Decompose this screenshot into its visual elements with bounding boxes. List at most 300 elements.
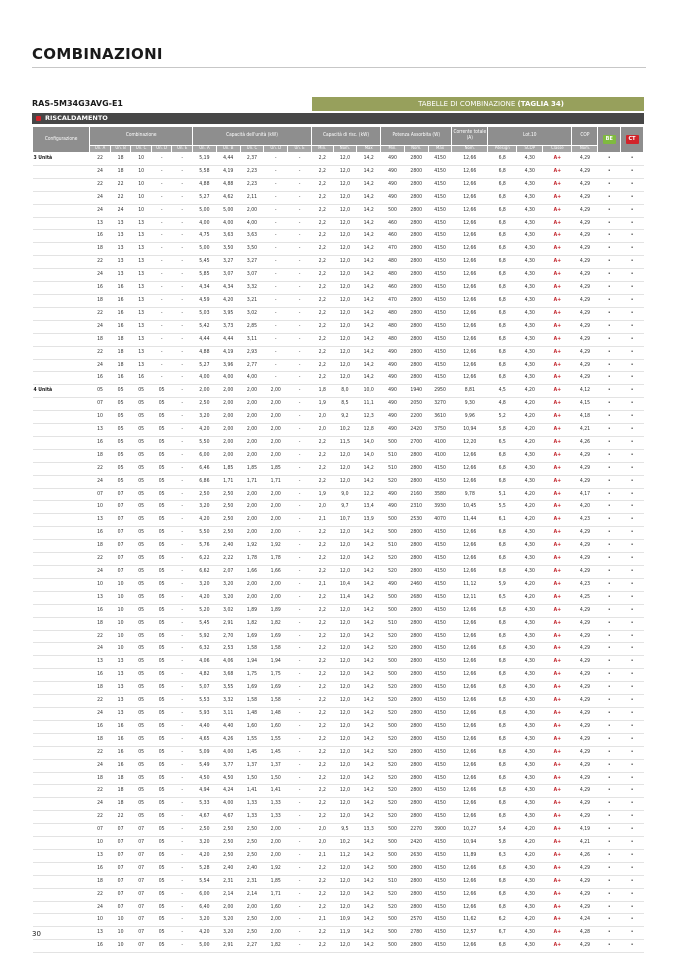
table-cell: 4,20 xyxy=(517,837,543,850)
table-cell: - xyxy=(172,307,193,320)
table-cell: 3,20 xyxy=(216,927,240,940)
table-cell: 2,00 xyxy=(264,914,288,927)
compatibility-dot-cell: • xyxy=(621,527,644,540)
row-configuration xyxy=(33,707,90,720)
table-cell: 05 xyxy=(151,462,172,475)
table-cell: 4,20 xyxy=(517,385,543,398)
compatibility-dot-cell: • xyxy=(621,849,644,862)
table-cell: 12,66 xyxy=(452,888,488,901)
table-cell: - xyxy=(172,462,193,475)
table-cell: 4150 xyxy=(428,798,452,811)
table-cell: 500 xyxy=(381,914,405,927)
table-cell: 2,2 xyxy=(311,656,333,669)
table-cell: 12,0 xyxy=(333,682,357,695)
table-cell: - xyxy=(288,656,312,669)
row-configuration xyxy=(33,772,90,785)
table-cell: - xyxy=(288,449,312,462)
compatibility-dot-cell: • xyxy=(621,553,644,566)
table-cell: 4,30 xyxy=(517,372,543,385)
table-cell: 520 xyxy=(381,475,405,488)
table-cell: 05 xyxy=(151,424,172,437)
table-cell: 07 xyxy=(110,566,131,579)
compatibility-dot-cell: • xyxy=(621,695,644,708)
table-cell: 12,0 xyxy=(333,617,357,630)
banner-text: TABELLE DI COMBINAZIONE xyxy=(418,100,518,108)
table-cell: 5,19 xyxy=(193,153,217,166)
table-cell: 05 xyxy=(151,888,172,901)
table-cell: 14,2 xyxy=(357,165,381,178)
compatibility-dot-cell: • xyxy=(621,940,644,953)
compatibility-dot-cell: • xyxy=(598,733,621,746)
table-cell: 14,2 xyxy=(357,901,381,914)
table-cell: 05 xyxy=(110,475,131,488)
compatibility-dot-cell: • xyxy=(598,682,621,695)
table-cell: 6,8 xyxy=(488,256,517,269)
table-cell: 2,00 xyxy=(193,385,217,398)
table-cell: 11,5 xyxy=(333,436,357,449)
table-cell: 2,2 xyxy=(311,682,333,695)
table-cell: 2,23 xyxy=(240,165,264,178)
table-row xyxy=(33,424,644,437)
table-cell: 07 xyxy=(131,901,152,914)
table-cell: 12,0 xyxy=(333,811,357,824)
compatibility-dot-cell: • xyxy=(621,243,644,256)
table-cell: - xyxy=(264,333,288,346)
table-cell: 5,9 xyxy=(488,578,517,591)
compatibility-dot-cell: • xyxy=(598,566,621,579)
table-cell: 2700 xyxy=(404,436,428,449)
row-configuration xyxy=(33,346,90,359)
table-cell: 14,2 xyxy=(357,811,381,824)
table-cell: 3750 xyxy=(428,424,452,437)
table-cell: 05 xyxy=(131,411,152,424)
table-cell: - xyxy=(264,320,288,333)
table-cell: 4150 xyxy=(428,707,452,720)
table-cell: 1,60 xyxy=(240,720,264,733)
table-cell: 12,66 xyxy=(452,901,488,914)
table-cell: 2,2 xyxy=(311,320,333,333)
table-cell: 490 xyxy=(381,424,405,437)
table-cell: - xyxy=(172,411,193,424)
table-cell: 14,2 xyxy=(357,553,381,566)
table-cell: 05 xyxy=(151,591,172,604)
table-cell: 4150 xyxy=(428,901,452,914)
compatibility-dot-cell: • xyxy=(621,888,644,901)
row-configuration xyxy=(33,643,90,656)
table-cell: 520 xyxy=(381,901,405,914)
table-cell: 5,27 xyxy=(193,359,217,372)
table-cell: 4,29 xyxy=(572,566,598,579)
table-cell: 05 xyxy=(110,385,131,398)
table-cell: 4,26 xyxy=(216,733,240,746)
compatibility-dot-cell: • xyxy=(621,178,644,191)
table-row xyxy=(33,578,644,591)
table-cell: 12,66 xyxy=(452,204,488,217)
table-cell: - xyxy=(172,604,193,617)
table-cell: 12,66 xyxy=(452,875,488,888)
table-cell: 4,29 xyxy=(572,798,598,811)
compatibility-dot-cell: • xyxy=(598,372,621,385)
table-cell: - xyxy=(288,707,312,720)
table-cell: 4150 xyxy=(428,191,452,204)
table-cell: 6,8 xyxy=(488,811,517,824)
table-cell: 1,69 xyxy=(240,630,264,643)
table-cell: 2,00 xyxy=(264,849,288,862)
table-cell: 13 xyxy=(131,282,152,295)
table-cell: 14,2 xyxy=(357,462,381,475)
table-cell: 2,2 xyxy=(311,372,333,385)
table-cell: 12,66 xyxy=(452,178,488,191)
table-cell: 520 xyxy=(381,643,405,656)
table-cell: 13 xyxy=(131,294,152,307)
table-cell: 2,2 xyxy=(311,772,333,785)
table-cell: 2,31 xyxy=(216,875,240,888)
table-cell: 16 xyxy=(110,720,131,733)
table-cell: 5,00 xyxy=(193,243,217,256)
compatibility-dot-cell: • xyxy=(621,256,644,269)
table-cell: 6,8 xyxy=(488,178,517,191)
energy-class-cell: A+ xyxy=(543,243,572,256)
table-cell: 4,30 xyxy=(517,449,543,462)
energy-class-cell: A+ xyxy=(543,230,572,243)
table-cell: 05 xyxy=(151,901,172,914)
table-cell: 2800 xyxy=(404,346,428,359)
table-row xyxy=(33,256,644,269)
table-cell: - xyxy=(172,436,193,449)
table-cell: 2,2 xyxy=(311,643,333,656)
table-cell: 12,0 xyxy=(333,165,357,178)
table-cell: 4,30 xyxy=(517,178,543,191)
table-cell: 2,50 xyxy=(216,849,240,862)
table-cell: - xyxy=(288,256,312,269)
table-cell: 14,2 xyxy=(357,204,381,217)
table-cell: 6,8 xyxy=(488,527,517,540)
row-configuration xyxy=(33,591,90,604)
table-cell: - xyxy=(151,153,172,166)
table-cell: 1,58 xyxy=(264,643,288,656)
compatibility-dot-cell: • xyxy=(621,307,644,320)
table-cell: 14,2 xyxy=(357,682,381,695)
energy-class-cell: A+ xyxy=(543,682,572,695)
table-cell: 6,00 xyxy=(193,449,217,462)
table-cell: 10 xyxy=(90,501,111,514)
row-configuration xyxy=(33,630,90,643)
table-cell: 4,29 xyxy=(572,604,598,617)
table-cell: 2800 xyxy=(404,320,428,333)
table-cell: 05 xyxy=(151,798,172,811)
compatibility-dot-cell: • xyxy=(598,643,621,656)
table-cell: 500 xyxy=(381,720,405,733)
table-cell: 12,0 xyxy=(333,527,357,540)
table-cell: 4,29 xyxy=(572,759,598,772)
table-cell: 11,89 xyxy=(452,849,488,862)
table-cell: 05 xyxy=(131,785,152,798)
table-cell: 14,0 xyxy=(357,436,381,449)
row-configuration xyxy=(33,282,90,295)
table-cell: 460 xyxy=(381,282,405,295)
compatibility-dot-cell: • xyxy=(621,707,644,720)
table-cell: 12,0 xyxy=(333,462,357,475)
table-cell: 12,0 xyxy=(333,346,357,359)
table-cell: 5,28 xyxy=(193,862,217,875)
table-cell: 11,4 xyxy=(333,591,357,604)
table-cell: 4,30 xyxy=(517,307,543,320)
title-divider xyxy=(32,67,646,68)
table-cell: 2800 xyxy=(404,165,428,178)
table-cell: 14,2 xyxy=(357,720,381,733)
row-configuration xyxy=(33,488,90,501)
table-cell: 05 xyxy=(131,643,152,656)
table-cell: 13,9 xyxy=(357,514,381,527)
energy-class-cell: A+ xyxy=(543,475,572,488)
table-cell: - xyxy=(172,617,193,630)
table-row xyxy=(33,346,644,359)
table-cell: 13 xyxy=(131,269,152,282)
table-cell: 14,2 xyxy=(357,230,381,243)
table-cell: - xyxy=(288,862,312,875)
table-cell: 4,30 xyxy=(517,707,543,720)
table-cell: 2,2 xyxy=(311,217,333,230)
table-cell: - xyxy=(288,217,312,230)
table-cell: - xyxy=(172,733,193,746)
table-cell: 05 xyxy=(131,501,152,514)
table-cell: 10,94 xyxy=(452,424,488,437)
table-cell: 07 xyxy=(110,875,131,888)
table-cell: 2800 xyxy=(404,230,428,243)
table-cell: 4,29 xyxy=(572,656,598,669)
compatibility-dot-cell: • xyxy=(598,656,621,669)
energy-class-cell: A+ xyxy=(543,462,572,475)
table-cell: 4,40 xyxy=(216,720,240,733)
table-row xyxy=(33,617,644,630)
table-cell: 1,48 xyxy=(264,707,288,720)
table-cell: 2800 xyxy=(404,307,428,320)
table-cell: 4,00 xyxy=(240,372,264,385)
table-cell: 6,8 xyxy=(488,604,517,617)
table-cell: 18 xyxy=(90,243,111,256)
table-cell: 5,45 xyxy=(193,617,217,630)
table-cell: 2,00 xyxy=(264,398,288,411)
compatibility-dot-cell: • xyxy=(621,282,644,295)
table-cell: 4150 xyxy=(428,669,452,682)
table-cell: 9,5 xyxy=(333,824,357,837)
table-cell: 18 xyxy=(90,449,111,462)
table-cell: - xyxy=(288,385,312,398)
table-cell: 4150 xyxy=(428,849,452,862)
table-cell: 500 xyxy=(381,940,405,953)
energy-class-cell: A+ xyxy=(543,282,572,295)
table-cell: 4,24 xyxy=(216,785,240,798)
table-cell: 1,33 xyxy=(264,811,288,824)
table-cell: 14,2 xyxy=(357,746,381,759)
table-cell: 05 xyxy=(151,617,172,630)
table-cell: 5,20 xyxy=(193,604,217,617)
table-cell: 10 xyxy=(110,643,131,656)
table-cell: 22 xyxy=(90,462,111,475)
table-cell: 2,2 xyxy=(311,940,333,953)
table-cell: 4,30 xyxy=(517,746,543,759)
compatibility-dot-cell: • xyxy=(598,875,621,888)
table-cell: 12,66 xyxy=(452,656,488,669)
table-cell: 2,2 xyxy=(311,165,333,178)
energy-class-cell: A+ xyxy=(543,927,572,940)
table-cell: 1,37 xyxy=(240,759,264,772)
table-cell: 6,46 xyxy=(193,462,217,475)
table-cell: 24 xyxy=(90,320,111,333)
table-cell: 6,8 xyxy=(488,462,517,475)
table-cell: - xyxy=(172,630,193,643)
table-cell: 14,2 xyxy=(357,178,381,191)
table-cell: 1,33 xyxy=(240,811,264,824)
table-cell: 4150 xyxy=(428,566,452,579)
table-cell: 4,30 xyxy=(517,785,543,798)
table-cell: 2,77 xyxy=(240,359,264,372)
table-cell: 05 xyxy=(110,449,131,462)
table-cell: 16 xyxy=(110,294,131,307)
table-cell: 4,29 xyxy=(572,294,598,307)
table-cell: 1,8 xyxy=(311,385,333,398)
table-cell: - xyxy=(264,282,288,295)
table-cell: 22 xyxy=(90,785,111,798)
table-cell: 4,29 xyxy=(572,178,598,191)
table-cell: 24 xyxy=(90,643,111,656)
table-cell: - xyxy=(172,656,193,669)
table-cell: 510 xyxy=(381,462,405,475)
row-configuration xyxy=(33,411,90,424)
energy-class-cell: A+ xyxy=(543,591,572,604)
table-cell: 1,50 xyxy=(240,772,264,785)
table-cell: 2800 xyxy=(404,746,428,759)
row-configuration xyxy=(33,682,90,695)
table-row xyxy=(33,165,644,178)
table-cell: 2,40 xyxy=(216,540,240,553)
table-cell: 12,0 xyxy=(333,307,357,320)
table-cell: - xyxy=(288,553,312,566)
compatibility-dot-cell: • xyxy=(621,398,644,411)
table-cell: 510 xyxy=(381,617,405,630)
table-cell: 05 xyxy=(131,475,152,488)
table-cell: 12,66 xyxy=(452,346,488,359)
table-cell: 2,2 xyxy=(311,862,333,875)
row-configuration xyxy=(33,165,90,178)
table-cell: 12,0 xyxy=(333,359,357,372)
table-cell: 4,20 xyxy=(517,398,543,411)
table-cell: 4,21 xyxy=(572,424,598,437)
energy-class-cell: A+ xyxy=(543,514,572,527)
table-cell: 3,77 xyxy=(216,759,240,772)
table-cell: 4,29 xyxy=(572,746,598,759)
compatibility-dot-cell: • xyxy=(621,294,644,307)
table-cell: 14,2 xyxy=(357,888,381,901)
table-cell: 4,06 xyxy=(193,656,217,669)
table-cell: 05 xyxy=(151,927,172,940)
table-cell: 13 xyxy=(110,243,131,256)
table-cell: 12,0 xyxy=(333,901,357,914)
table-cell: 14,2 xyxy=(357,707,381,720)
energy-class-cell: A+ xyxy=(543,411,572,424)
table-cell: 6,8 xyxy=(488,707,517,720)
table-cell: 4,65 xyxy=(193,733,217,746)
table-cell: 4,20 xyxy=(517,501,543,514)
table-cell: - xyxy=(288,927,312,940)
table-row xyxy=(33,630,644,643)
table-row xyxy=(33,553,644,566)
table-cell: 12,11 xyxy=(452,591,488,604)
table-row xyxy=(33,591,644,604)
table-cell: - xyxy=(172,811,193,824)
table-cell: 2,2 xyxy=(311,617,333,630)
table-cell: - xyxy=(264,153,288,166)
table-row xyxy=(33,436,644,449)
table-cell: - xyxy=(172,707,193,720)
table-cell: 480 xyxy=(381,320,405,333)
table-cell: 07 xyxy=(110,553,131,566)
compatibility-dot-cell: • xyxy=(598,914,621,927)
table-cell: 2,27 xyxy=(240,940,264,953)
table-row xyxy=(33,398,644,411)
table-cell: 2,00 xyxy=(216,424,240,437)
table-cell: 2,2 xyxy=(311,707,333,720)
table-row xyxy=(33,927,644,940)
compatibility-dot-cell: • xyxy=(621,501,644,514)
table-cell: 1,45 xyxy=(240,746,264,759)
table-cell: 2310 xyxy=(404,501,428,514)
table-cell: 05 xyxy=(151,411,172,424)
table-cell: - xyxy=(172,540,193,553)
table-cell: - xyxy=(172,294,193,307)
table-cell: 2,50 xyxy=(240,824,264,837)
table-cell: 4,29 xyxy=(572,630,598,643)
table-cell: 2,2 xyxy=(311,695,333,708)
table-cell: - xyxy=(288,798,312,811)
table-cell: 12,66 xyxy=(452,165,488,178)
table-cell: 6,8 xyxy=(488,372,517,385)
table-cell: 6,8 xyxy=(488,165,517,178)
table-cell: 4,88 xyxy=(193,178,217,191)
table-cell: 2,93 xyxy=(240,346,264,359)
table-cell: 12,0 xyxy=(333,695,357,708)
table-cell: 4,30 xyxy=(517,888,543,901)
table-row xyxy=(33,875,644,888)
table-cell: 4,29 xyxy=(572,733,598,746)
table-cell: 2530 xyxy=(404,514,428,527)
table-cell: 13,3 xyxy=(357,824,381,837)
table-cell: 9,0 xyxy=(333,488,357,501)
table-cell: 4,29 xyxy=(572,862,598,875)
header-combinazione: Combinazione xyxy=(90,127,193,146)
table-cell: 05 xyxy=(151,733,172,746)
table-cell: - xyxy=(151,230,172,243)
table-cell: - xyxy=(264,294,288,307)
table-cell: 13 xyxy=(110,256,131,269)
table-cell: 6,00 xyxy=(193,888,217,901)
table-cell: 12,66 xyxy=(452,449,488,462)
compatibility-dot-cell: • xyxy=(621,746,644,759)
table-cell: 2,00 xyxy=(216,449,240,462)
table-cell: 4150 xyxy=(428,772,452,785)
table-cell: 05 xyxy=(151,695,172,708)
table-cell: 16 xyxy=(90,282,111,295)
table-cell: 12,66 xyxy=(452,553,488,566)
table-cell: 5,07 xyxy=(193,682,217,695)
table-cell: 10 xyxy=(90,411,111,424)
compatibility-dot-cell: • xyxy=(621,372,644,385)
energy-class-cell: A+ xyxy=(543,940,572,953)
table-cell: 07 xyxy=(90,824,111,837)
row-configuration: 3 Unità xyxy=(33,153,90,166)
table-cell: 1,89 xyxy=(264,604,288,617)
table-cell: 6,8 xyxy=(488,772,517,785)
